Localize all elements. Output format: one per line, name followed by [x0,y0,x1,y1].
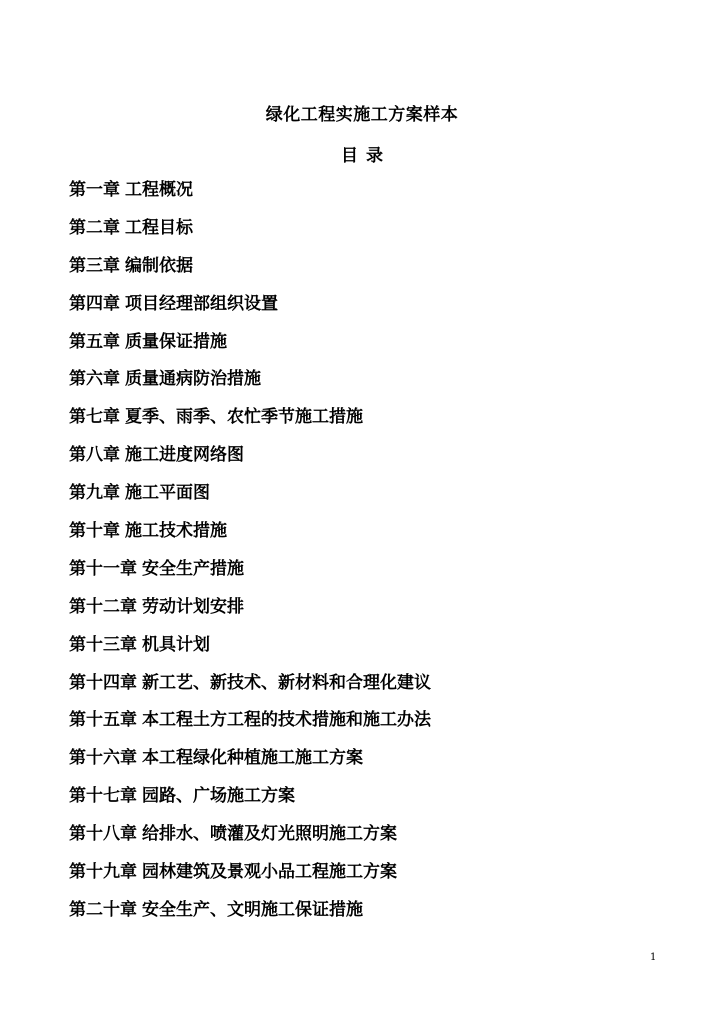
chapter-title: 夏季、雨季、农忙季节施工措施 [125,407,363,428]
chapter-title: 给排水、喷灌及灯光照明施工方案 [142,824,397,845]
toc-item[interactable] [69,669,689,707]
chapter-title: 安全生产措施 [142,558,244,579]
chapter-number: 第五章 [69,331,120,352]
chapter-number: 第十章 [69,521,120,542]
chapter-number: 第八章 [69,445,120,466]
chapter-title: 机具计划 [142,634,210,655]
chapter-title: 劳动计划安排 [142,596,244,617]
toc-item[interactable] [69,479,689,517]
chapter-title: 工程概况 [125,180,193,200]
chapter-number: 第十八章 [69,824,137,845]
chapter-number: 第十一章 [69,558,137,579]
chapter-number: 第十六章 [69,748,137,769]
chapter-title: 本工程土方工程的技术措施和施工办法 [142,710,431,731]
chapter-number: 第二章 [69,217,120,238]
toc-item[interactable] [69,858,689,896]
chapter-number: 第十七章 [69,786,137,807]
toc-item[interactable] [69,328,689,366]
toc-item[interactable] [69,517,689,555]
chapter-title: 质量保证措施 [125,331,227,352]
chapter-title: 施工进度网络图 [125,445,244,466]
toc-item[interactable] [69,403,689,441]
chapter-title: 工程目标 [125,217,193,238]
chapter-number: 第六章 [69,369,120,390]
chapter-title: 质量通病防治措施 [125,369,261,390]
chapter-number: 第十四章 [69,672,137,693]
chapter-number: 第九章 [69,483,120,504]
chapter-title: 本工程绿化种植施工施工方案 [142,748,363,769]
toc-item[interactable] [69,631,689,669]
toc-item[interactable] [69,290,689,328]
chapter-title: 项目经理部组织设置 [125,293,278,314]
toc-item[interactable] [69,365,689,403]
chapter-title: 编制依据 [125,255,193,276]
toc-item[interactable] [69,782,689,820]
toc-item[interactable] [69,214,689,252]
chapter-title: 安全生产、文明施工保证措施 [142,899,363,920]
toc-item[interactable] [69,176,689,214]
chapter-number: 第一章 [69,180,120,200]
chapter-number: 第十二章 [69,596,137,617]
toc-item[interactable] [69,896,689,934]
toc-heading-char-1: 目 [341,146,358,166]
toc-list [69,176,689,934]
toc-item[interactable] [69,252,689,290]
chapter-number: 第二十章 [69,899,137,920]
toc-item[interactable] [69,593,689,631]
chapter-title: 新工艺、新技术、新材料和合理化建议 [142,672,431,693]
chapter-number: 第七章 [69,407,120,428]
toc-item[interactable] [69,441,689,479]
page-number: 1 [650,952,657,963]
toc-heading [0,142,724,170]
chapter-number: 第四章 [69,293,120,314]
toc-item[interactable] [69,820,689,858]
chapter-title: 施工技术措施 [125,521,227,542]
chapter-number: 第三章 [69,255,120,276]
toc-item[interactable] [69,555,689,593]
toc-item[interactable] [69,744,689,782]
chapter-number: 第十三章 [69,634,137,655]
chapter-title: 施工平面图 [125,483,210,504]
chapter-title: 园林建筑及景观小品工程施工方案 [142,862,397,883]
chapter-title: 园路、广场施工方案 [142,786,295,807]
chapter-number: 第十九章 [69,862,137,883]
toc-heading-char-2: 录 [366,146,383,166]
chapter-number: 第十五章 [69,710,137,731]
toc-item[interactable] [69,706,689,744]
document-title: 绿化工程实施工方案样本 [265,105,459,125]
